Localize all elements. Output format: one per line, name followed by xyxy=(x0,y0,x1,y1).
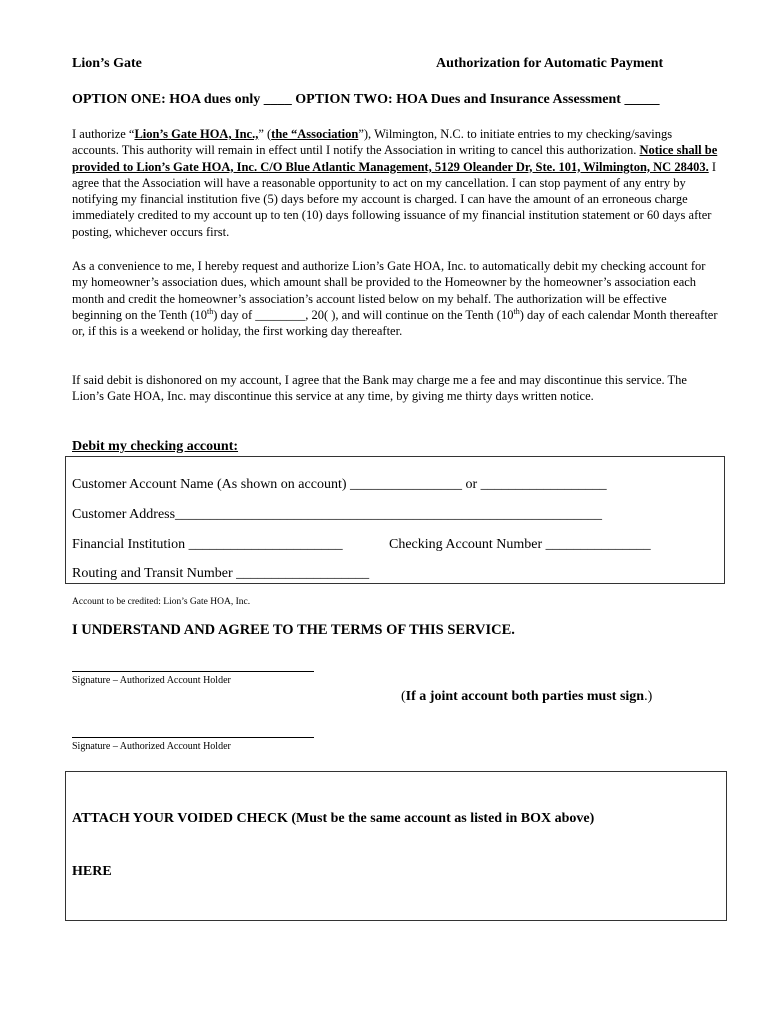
options-line xyxy=(72,92,659,108)
voided-check-box xyxy=(65,771,727,921)
signature-label-1: Signature – Authorized Account Holder xyxy=(72,675,231,686)
signature-label-2: Signature – Authorized Account Holder xyxy=(72,741,231,752)
routing-number-field[interactable]: Routing and Transit Number ___________________ xyxy=(72,566,370,581)
header-title: Authorization for Automatic Payment xyxy=(436,56,664,71)
debit-heading: Debit my checking account: xyxy=(72,439,239,454)
dishonor-paragraph: If said debit is dishonored on my account, I agree that the Bank may charge me a fee and may discontinue this service. The Lion’s Gate HOA, Inc. may discontinue this service at any time, by giving me thirty days written notice. xyxy=(72,373,687,404)
association-term: the “Association xyxy=(271,127,359,141)
voided-check-here: HERE xyxy=(72,864,112,879)
voided-check-instruction: ATTACH YOUR VOIDED CHECK (Must be the same account as listed in BOX above) xyxy=(72,811,595,826)
debit-authorization-paragraph: As a convenience to me, I hereby request and authorize Lion’s Gate HOA, Inc. to automatically debit my checking account for my homeowner’s association dues, which amount shall be provided to the Homeowner by the homeowner’s association each month and credit the homeowner’s association’s account listed below on my behalf. The authorization will be effective beginning on the Tenth (10th) day of ________, 20( ), and will continue on the Tenth (10th) day of each calendar Month thereafter or, if this is a weekend or holiday, the first working day thereafter. xyxy=(72,259,718,339)
agree-statement: I UNDERSTAND AND AGREE TO THE TERMS OF THIS SERVICE. xyxy=(72,622,515,638)
institution-field[interactable]: Financial Institution ______________________ xyxy=(72,537,343,552)
address-field[interactable]: Customer Address_____________________________________________________________ xyxy=(72,507,603,522)
signature-line-1[interactable] xyxy=(72,671,314,672)
account-name-field[interactable]: Customer Account Name (As shown on account) ________________ or __________________ xyxy=(72,477,607,492)
checking-account-field[interactable]: Checking Account Number _______________ xyxy=(389,537,651,552)
joint-account-note: (If a joint account both parties must sign.) xyxy=(401,689,653,704)
credited-note: Account to be credited: Lion’s Gate HOA, Inc. xyxy=(72,597,251,607)
notice-address: Notice shall be provided to Lion’s Gate HOA, Inc. C/O Blue Atlantic Management, 5129 Oleander Dr, Ste. 101, Wilmington, NC 28403. xyxy=(72,143,718,174)
signature-line-2[interactable] xyxy=(72,737,314,738)
option-two: OPTION TWO: HOA Dues and Insurance Assessment _____ xyxy=(295,92,660,107)
authorization-paragraph: I authorize “Lion’s Gate HOA, Inc.,” (the “Association”), Wilmington, N.C. to initiate entries to my checking/savings accounts. This authority will remain in effect until I notify the Association in writing to cancel this authorization. Notice shall be provided to Lion’s Gate HOA, Inc. C/O Blue Atlantic Management, 5129 Oleander Dr, Ste. 101, Wilmington, NC 28403. I agree that the Association will have a reasonable opportunity to act on my cancellation. I can stop payment of any entry by notifying my financial institution five (5) days before my account is charged. I can have the amount of an erroneous charge immediately credited to my account up to ten (10) days following issuance of my financial institution statement or 60 days after posting, whichever occurs first. xyxy=(72,127,718,239)
hoa-name: Lion’s Gate HOA, Inc., xyxy=(134,127,259,141)
option-one: OPTION ONE: HOA dues only ____ xyxy=(72,92,292,107)
header-left: Lion’s Gate xyxy=(72,56,142,71)
